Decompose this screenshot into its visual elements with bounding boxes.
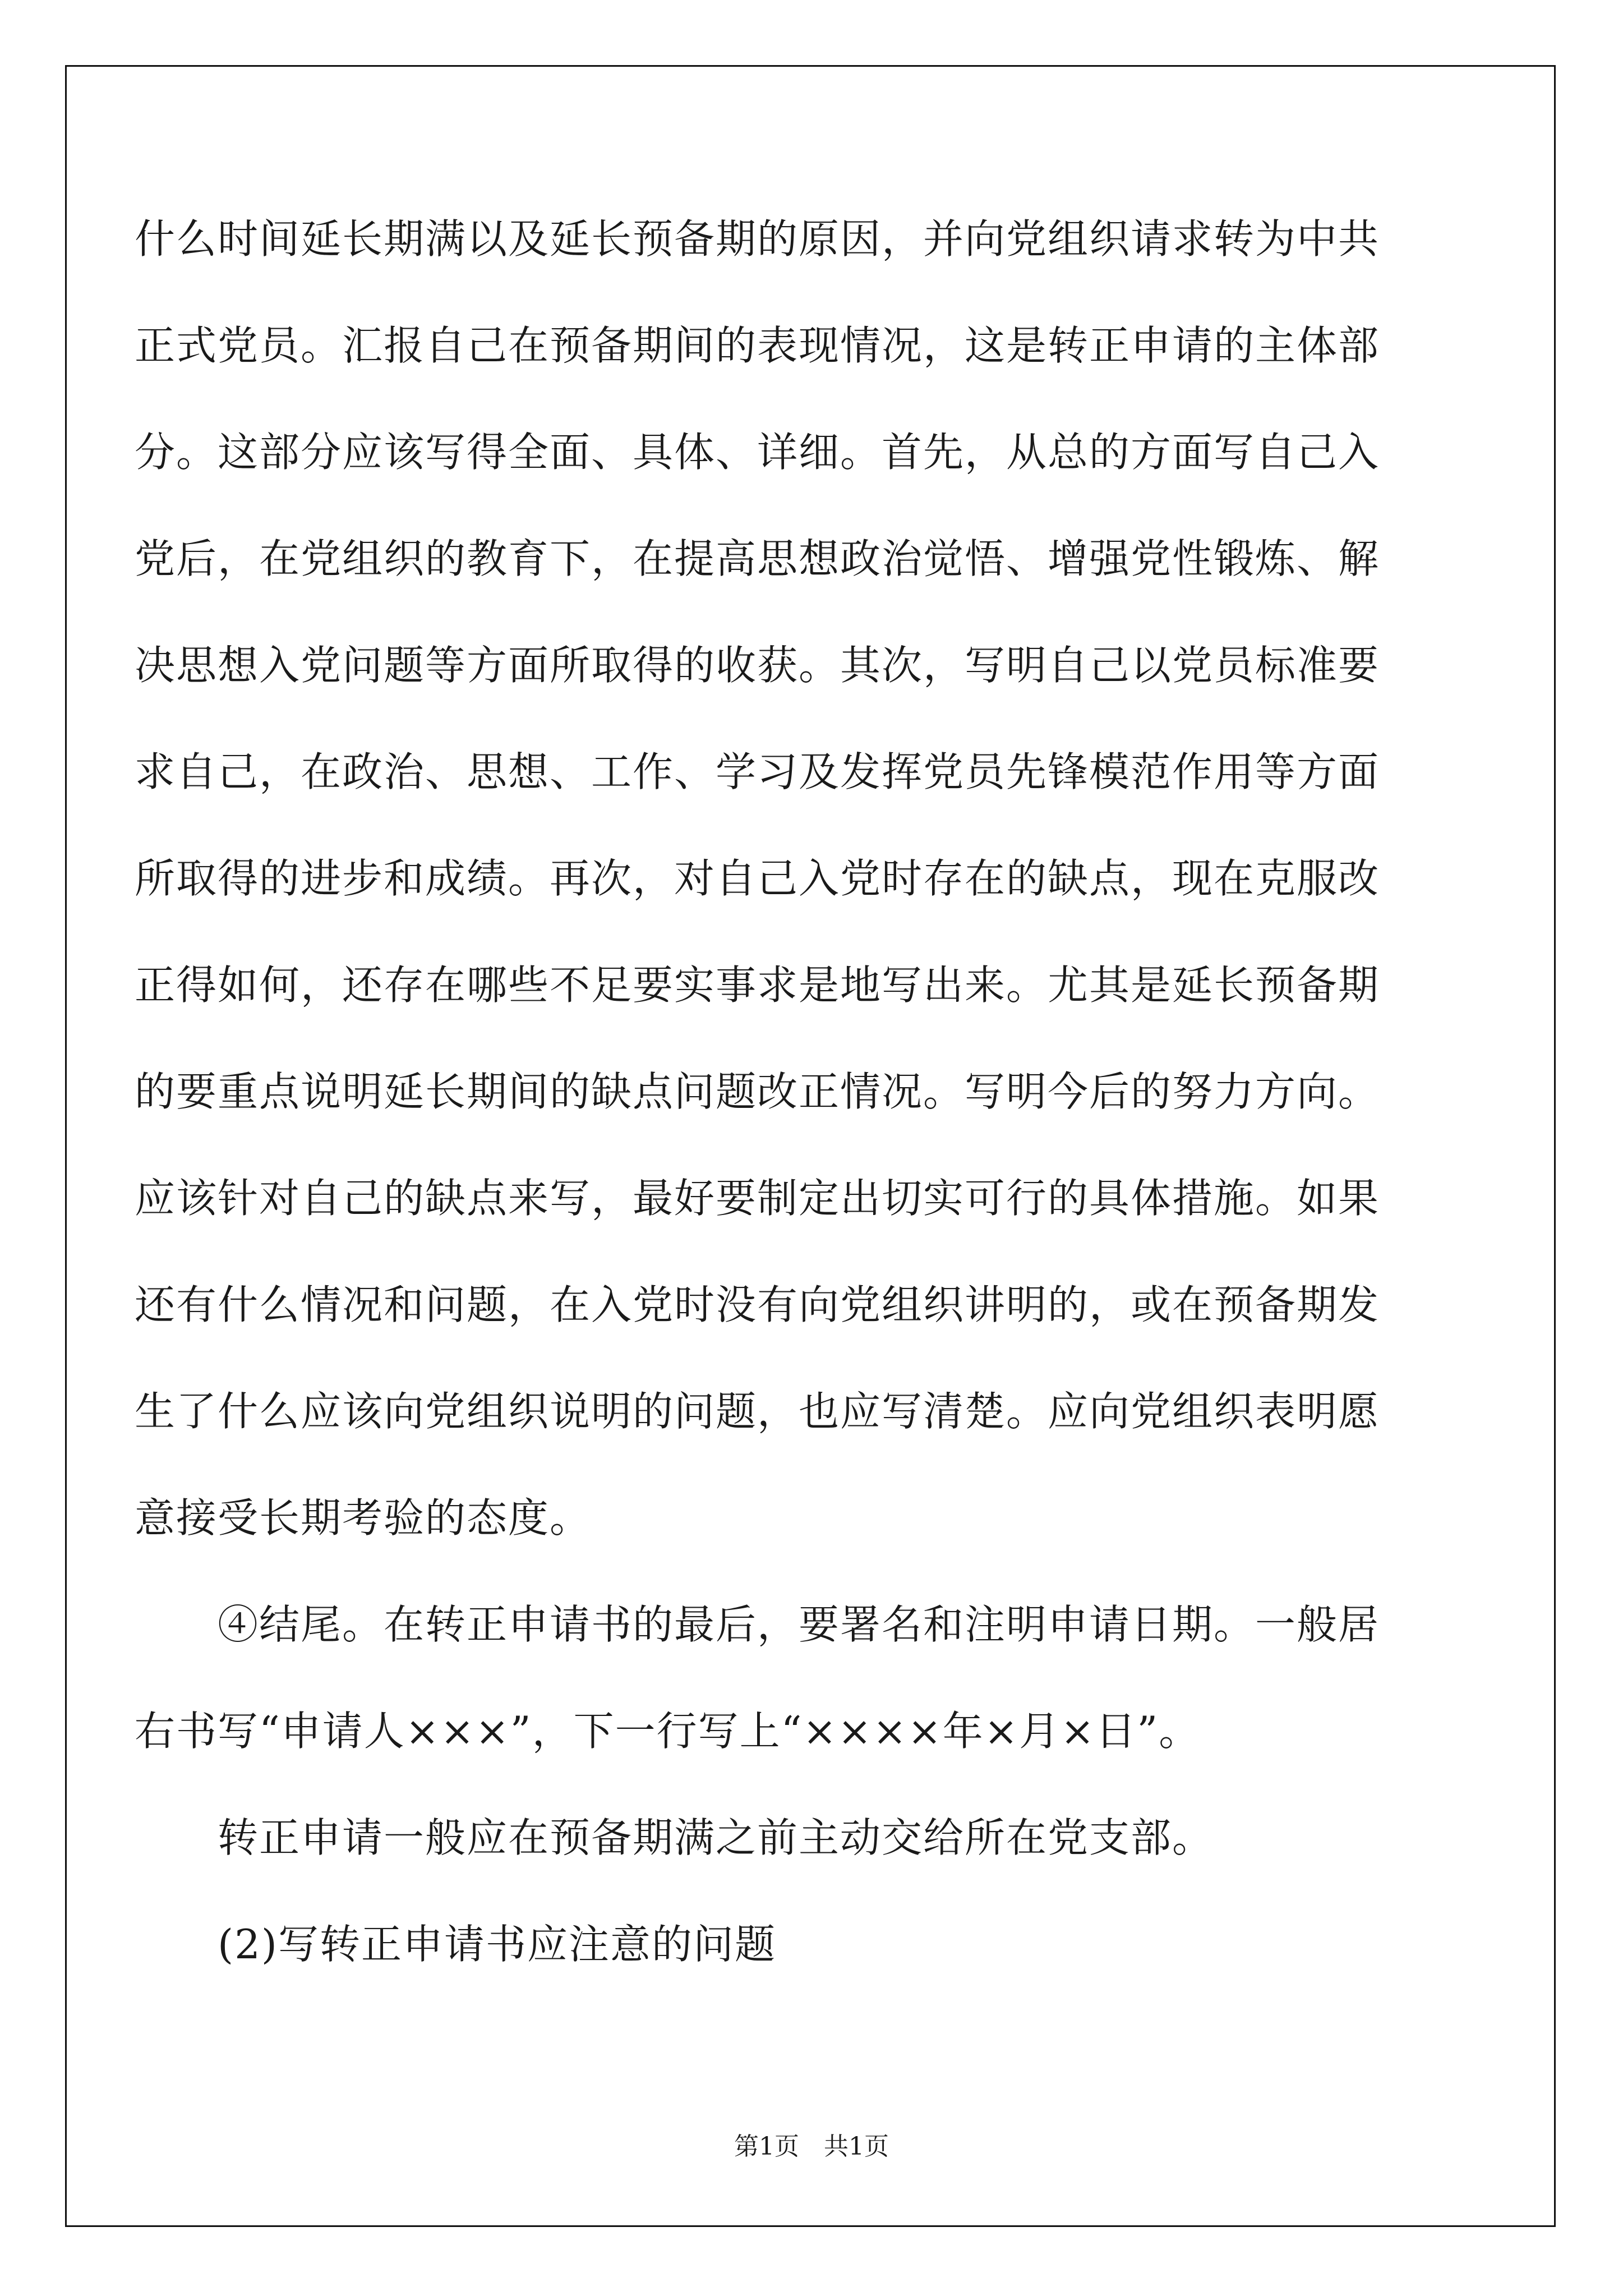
- text-line: 决思想入党问题等方面所取得的收获。其次，写明自己以党员标准要: [135, 642, 1380, 689]
- text-line: ④结尾。在转正申请书的最后，要署名和注明申请日期。一般居: [218, 1601, 1380, 1648]
- text-line: (2)写转正申请书应注意的问题: [218, 1921, 776, 1968]
- text-line: 右书写“申请人×××”，下一行写上“××××年×月×日”。: [135, 1708, 1201, 1755]
- text-line: 生了什么应该向党组织说明的问题，也应写清楚。应向党组织表明愿: [135, 1388, 1380, 1435]
- text-line: 的要重点说明延长期间的缺点问题改正情况。写明今后的努力方向。: [135, 1068, 1380, 1115]
- text-line: 应该针对自己的缺点来写，最好要制定出切实可行的具体措施。如果: [135, 1175, 1380, 1222]
- text-line: 分。这部分应该写得全面、具体、详细。首先，从总的方面写自己入: [135, 429, 1380, 476]
- text-line: 正式党员。汇报自己在预备期间的表现情况，这是转正申请的主体部: [135, 322, 1380, 369]
- document-body: [135, 215, 1491, 2031]
- text-line: 党后，在党组织的教育下，在提高思想政治觉悟、增强党性锻炼、解: [135, 535, 1380, 582]
- text-line: 所取得的进步和成绩。再次，对自己入党时存在的缺点，现在克服改: [135, 855, 1380, 902]
- text-line: 意接受长期考验的态度。: [135, 1494, 592, 1542]
- page-number: 第1页 共1页: [734, 2132, 889, 2161]
- text-line: 正得如何，还存在哪些不足要实事求是地写出来。尤其是延长预备期: [135, 961, 1380, 1009]
- text-line: 求自己，在政治、思想、工作、学习及发挥党员先锋模范作用等方面: [135, 748, 1380, 795]
- text-line: 转正申请一般应在预备期满之前主动交给所在党支部。: [218, 1814, 1214, 1861]
- text-line: 还有什么情况和问题，在入党时没有向党组织讲明的，或在预备期发: [135, 1281, 1380, 1328]
- text-line: 什么时间延长期满以及延长预备期的原因，并向党组织请求转为中共: [135, 215, 1380, 263]
